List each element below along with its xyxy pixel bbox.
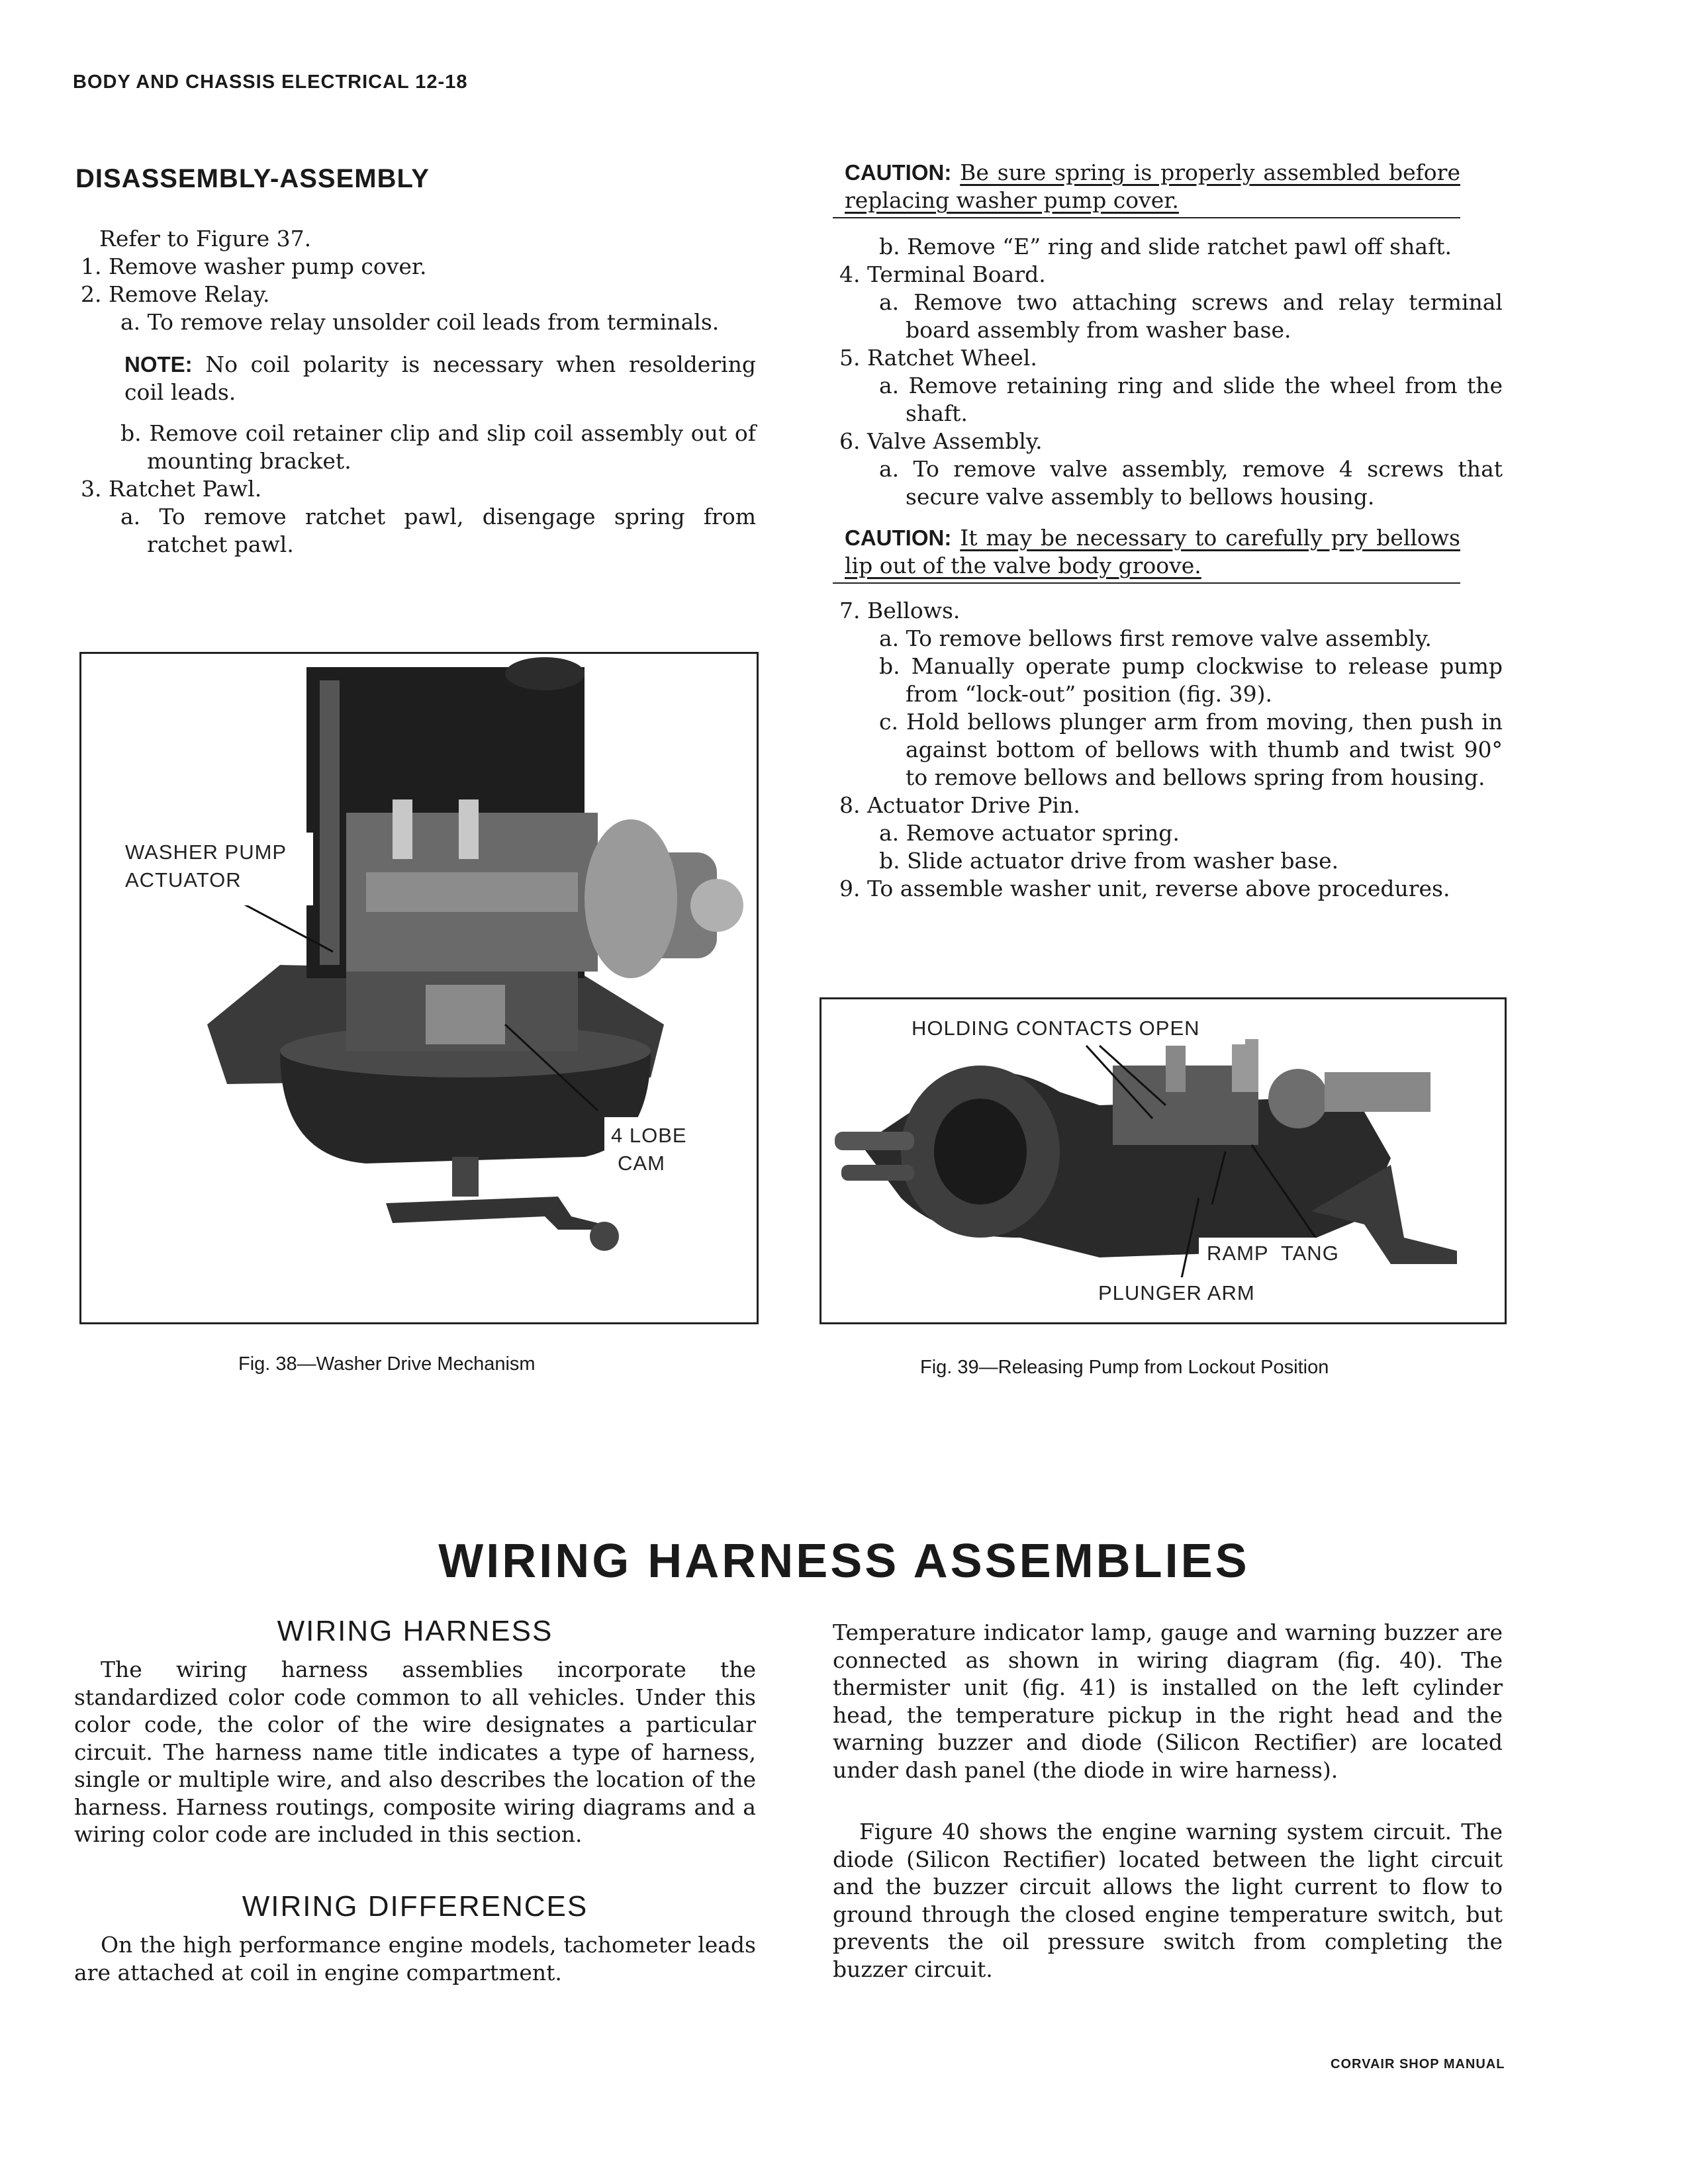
note-label: NOTE: — [124, 352, 193, 377]
step-3: 3. Ratchet Pawl. — [81, 476, 262, 502]
caution-2 — [833, 524, 1460, 584]
step-5: 5. Ratchet Wheel. — [839, 345, 1037, 371]
paragraph-wiring-harness — [74, 1656, 756, 1848]
step-6: 6. Valve Assembly. — [839, 428, 1043, 454]
step-6a: a. To remove valve assembly, remove 4 screws that secure valve assembly to bellows housing. — [879, 456, 1503, 510]
para-temperature-indicator: Temperature indicator lamp, gauge and warning buzzer are connected as shown in wiring diagram (fig. 40). The thermister unit (fig. 41) is installed on the left cylinder head, the temperature pickup in the right head and the warning buzzer and diode (Silicon Rectifier) are located under dash panel (the diode in wire harness). — [833, 1619, 1503, 1783]
callout-plunger-arm: PLUNGER ARM — [1098, 1281, 1255, 1304]
subheading-wiring-harness: WIRING HARNESS — [277, 1615, 553, 1647]
paragraph-wiring-differences — [74, 1931, 756, 1986]
callout-washer-pump-line1: WASHER PUMP — [125, 841, 287, 864]
para-wiring-differences: On the high performance engine models, tachometer leads are attached at coil in engine compartment. — [74, 1932, 756, 1985]
callout-tang: TANG — [1281, 1242, 1339, 1265]
footer-manual-name: CORVAIR SHOP MANUAL — [1331, 2057, 1505, 2071]
step-7b: b. Manually operate pump clockwise to release pump from “lock-out” position (fig. 39). — [879, 653, 1503, 707]
step-8b: b. Slide actuator drive from washer base. — [879, 848, 1339, 874]
caution-2-text: It may be necessary to carefully pry bellows lip out of the valve body groove. — [845, 525, 1460, 578]
caution-1-text: Be sure spring is properly assembled before replacing washer pump cover. — [845, 159, 1460, 213]
step-7a: a. To remove bellows first remove valve assembly. — [879, 625, 1432, 651]
washer-drive-mechanism-photo — [81, 654, 757, 1322]
disassembly-left-column — [74, 225, 756, 559]
step-2b: b. Remove coil retainer clip and slip coil assembly out of mounting bracket. — [120, 420, 756, 474]
caution-1 — [833, 159, 1460, 218]
releasing-pump-photo — [821, 999, 1505, 1322]
section-heading-disassembly: DISASSEMBLY-ASSEMBLY — [75, 164, 430, 193]
wiring-section-title: WIRING HARNESS ASSEMBLIES — [438, 1535, 1250, 1588]
step-7: 7. Bellows. — [839, 598, 961, 623]
caution-1-label: CAUTION: — [845, 160, 952, 185]
callout-ramp: RAMP — [1207, 1242, 1269, 1265]
step-7c: c. Hold bellows plunger arm from moving, then push in against bottom of bellows with thumb and twist 90° to remove bellows and bellows spring from housing. — [879, 709, 1503, 790]
step-4: 4. Terminal Board. — [839, 261, 1046, 287]
figure-38-caption: Fig. 38—Washer Drive Mechanism — [238, 1353, 536, 1375]
step-5a: a. Remove retaining ring and slide the wheel from the shaft. — [879, 373, 1503, 426]
callout-washer-pump-line2: ACTUATOR — [125, 868, 242, 891]
para-wiring-harness: The wiring harness assemblies incorporate the standardized color code common to all vehicles. Under this color code, the color of the wire designates a particular circuit. The harness name title indicates a type of harness, single or multiple wire, and also describes the location of the harness. Harness routings, composite wiring diagrams and a wiring color code are included in this section. — [74, 1657, 756, 1847]
note-text: No coil polarity is necessary when resoldering coil leads. — [124, 351, 756, 405]
disassembly-right-column — [833, 159, 1503, 903]
figure-39-caption: Fig. 39—Releasing Pump from Lockout Position — [920, 1357, 1329, 1378]
right-column-wiring — [833, 1619, 1503, 1983]
step-2: 2. Remove Relay. — [81, 281, 270, 307]
note-paragraph — [74, 351, 756, 406]
step-3b: b. Remove “E” ring and slide ratchet pawl off shaft. — [879, 234, 1452, 259]
step-1: 1. Remove washer pump cover. — [81, 253, 427, 279]
intro-line: Refer to Figure 37. — [99, 226, 312, 251]
callout-holding-contacts: HOLDING CONTACTS OPEN — [912, 1017, 1200, 1040]
figure-39-frame — [820, 997, 1507, 1324]
step-2a: a. To remove relay unsolder coil leads from terminals. — [120, 309, 720, 335]
callout-cam-line1: 4 LOBE — [611, 1124, 687, 1147]
para-engine-warning: Figure 40 shows the engine warning system circuit. The diode (Silicon Rectifier) located between the light circuit and the buzzer circuit allows the light current to flow to ground through the closed engine temperature switch, but prevents the oil pressure switch from completing the buzzer circuit. — [833, 1819, 1503, 1982]
callout-cam-line2: CAM — [618, 1152, 665, 1175]
step-8: 8. Actuator Drive Pin. — [839, 792, 1080, 818]
step-3a: a. To remove ratchet pawl, disengage spring from ratchet pawl. — [120, 504, 756, 557]
running-head: BODY AND CHASSIS ELECTRICAL 12-18 — [73, 71, 468, 93]
figure-38-frame — [79, 652, 759, 1324]
step-4a: a. Remove two attaching screws and relay terminal board assembly from washer base. — [879, 289, 1503, 343]
step-8a: a. Remove actuator spring. — [879, 820, 1180, 846]
caution-2-label: CAUTION: — [845, 525, 952, 550]
step-9: 9. To assemble washer unit, reverse above procedures. — [839, 876, 1450, 901]
subheading-wiring-differences: WIRING DIFFERENCES — [242, 1890, 588, 1923]
